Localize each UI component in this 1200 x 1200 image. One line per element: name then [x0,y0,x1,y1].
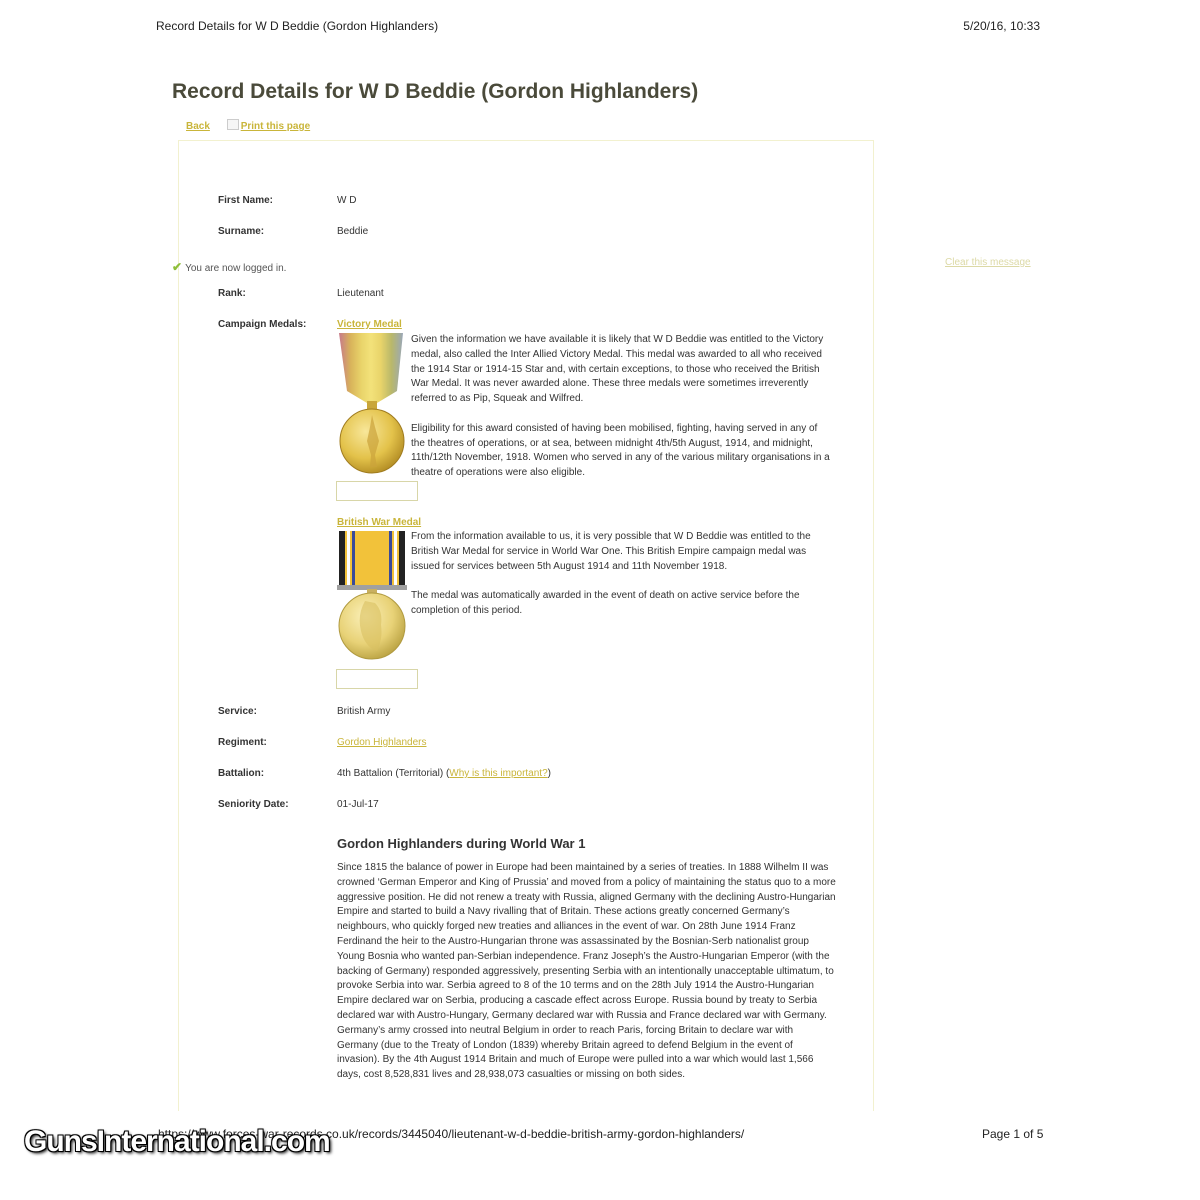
seniority-date-label: Seniority Date: [218,799,289,810]
service-label: Service: [218,706,257,717]
victory-medal-paragraph: Eligibility for this award consisted of having been mobilised, fighting, having served in any of the theatres of operations, or at sea, between midnight 4th/5th August, 1914, and midnight, 11th/12th November, 1918. Women who served in any of the various military organisations in a theatre of operations were also eligible. [411,422,830,479]
rank-value: Lieutenant [337,288,384,299]
back-link[interactable]: Back [186,121,210,132]
campaign-medals-label: Campaign Medals: [218,319,307,330]
login-notice-text: You are now logged in. [185,263,287,274]
page-title: Record Details for W D Beddie (Gordon Highlanders) [172,80,699,103]
regiment-label: Regiment: [218,737,267,748]
print-footer-url: https://www.forces-war-records.co.uk/records/3445040/lieutenant-w-d-beddie-british-army-gordon-highlanders/ [158,1127,745,1141]
battalion-paren-close: ) [547,768,551,779]
print-page-link[interactable]: Print this page [240,121,311,132]
clear-message-link[interactable]: Clear this message [945,257,1031,268]
victory-medal-description [411,333,833,496]
victory-medal-image [337,331,407,481]
check-icon: ✔ [172,260,183,274]
battalion-value-wrap [337,768,551,779]
victory-medal-link[interactable]: Victory Medal [337,319,402,330]
login-notice [172,260,286,274]
surname-label: Surname: [218,226,265,237]
victory-medal-button[interactable] [336,481,418,501]
guns-international-watermark: GunsInternational.com [24,1125,330,1158]
british-war-medal-paragraph: The medal was automatically awarded in the event of death on active service before the completion of this period. [411,590,800,616]
british-war-medal-image [337,529,407,664]
regiment-link[interactable]: Gordon Highlanders [337,737,427,748]
first-name-label: First Name: [218,195,274,206]
history-text: Since 1815 the balance of power in Europe had been maintained by a series of treaties. In 1888 Wilhelm II was crowned ‘German Emperor and King of Prussia’ and moved from a policy of maintaining the status quo to a more aggressive position. He did not renew a treaty with Russia, aligned Germany with the declining Austro-Hungarian Empire and started to build a Navy rivalling that of Britain. These actions greatly concerned Germany’s neighbours, who quickly forged new treaties and alliances in the event of war. On 28th June 1914 Franz Ferdinand the heir to the Austro-Hungarian throne was assassinated by the Bosnian-Serb nationalist group Young Bosnia who wanted pan-Serbian independence. Franz Joseph’s the Austro-Hungarian Emperor (with the backing of Germany) responded aggressively, presenting Serbia with an intentionally unacceptable ultimatum, to provoke Serbia into war. Serbia agreed to 8 of the 10 terms and on the 28th July 1914 the Austro-Hungarian Empire declared war on Serbia, producing a cascade effect across Europe. Russia bound by treaty to Serbia declared war with Austro-Hungary, Germany declared war with Russia and France declared war with Germany. Germany’s army crossed into neutral Belgium in order to reach Paris, forcing Britain to declare war with Germany (due to the Treaty of London (1839) whereby Britain agreed to defend Belgium in the event of invasion). By the 4th August 1914 Britain and much of Europe were pulled into a war which would last 1,566 days, cost 8,528,831 lives and 28,938,073 casualties or missing on both sides. [337,862,836,1081]
surname-value: Beddie [337,226,369,237]
first-name-value: W D [337,195,357,206]
page-links [186,119,310,132]
print-header-datetime: 5/20/16, 10:33 [963,19,1040,33]
regiment-value-wrap [337,737,427,748]
british-war-medal-description [411,530,833,634]
battalion-paren-open: ( [445,768,450,779]
battalion-value: 4th Battalion (Territorial) [337,768,444,779]
rank-label: Rank: [218,288,246,299]
british-war-medal-button[interactable] [336,669,418,689]
print-header-title: Record Details for W D Beddie (Gordon Highlanders) [156,19,439,33]
printer-icon [227,119,239,130]
victory-medal-paragraph: Given the information we have available it is likely that W D Beddie was entitled to the Victory medal, also called the Inter Allied Victory Medal. This medal was awarded to all who received the 1914 Star or 1914-15 Star and, with certain exceptions, to those who received the British War Medal. It was never awarded alone. These three medals were sometimes irreverently referred to as Pip, Squeak and Wilfred. [411,334,824,405]
battalion-label: Battalion: [218,768,265,779]
service-value: British Army [337,706,391,717]
seniority-date-value: 01-Jul-17 [337,799,379,810]
why-important-link[interactable]: Why is this important? [449,768,548,779]
british-war-medal-paragraph: From the information available to us, it is very possible that W D Beddie was entitled to the British War Medal for service in World War One. This British Empire campaign medal was issued for services between 5th August 1914 and 11th November 1918. [411,531,811,572]
history-heading: Gordon Highlanders during World War 1 [337,836,586,851]
british-war-medal-link[interactable]: British War Medal [337,517,422,528]
print-footer-page: Page 1 of 5 [982,1127,1044,1141]
